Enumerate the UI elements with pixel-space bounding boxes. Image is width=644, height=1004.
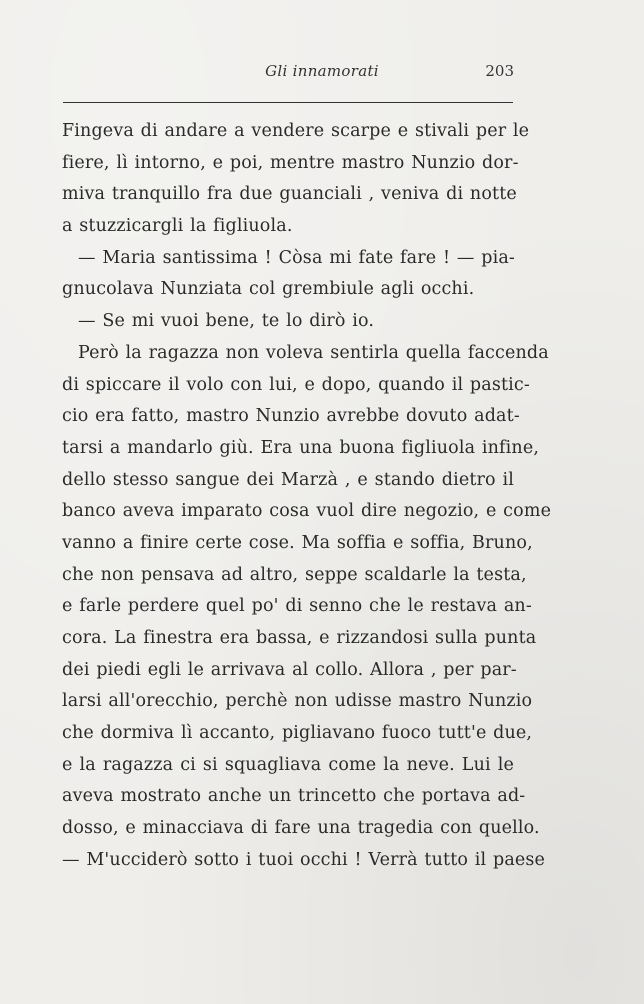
text-line: aveva mostrato anche un trincetto che portava ad- <box>62 786 526 807</box>
page-number: 203 <box>485 62 514 80</box>
text-line: — M'ucciderò sotto i tuoi occhi ! Verrà tutto il paese <box>62 849 546 870</box>
text-line: di spiccare il volo con lui, e dopo, quando il pastic- <box>62 374 530 395</box>
text-line: — Se mi vuoi bene, te lo dirò io. <box>78 311 375 332</box>
text-line: che non pensava ad altro, seppe scaldarle la testa, <box>62 564 527 585</box>
text-line: cio era fatto, mastro Nunzio avrebbe dovuto adat- <box>62 406 520 427</box>
text-line: dei piedi egli le arrivava al collo. Allora , per par- <box>62 659 517 680</box>
text-line: vanno a finire certe cose. Ma soffia e soffia, Bruno, <box>62 532 533 553</box>
text-line: Però la ragazza non voleva sentirla quella faccenda <box>78 342 549 363</box>
running-title: Gli innamorati <box>265 62 379 80</box>
text-line: Fingeva di andare a vendere scarpe e stivali per le <box>62 121 530 141</box>
text-line: dosso, e minacciava di fare una tragedia con quello. <box>62 818 540 839</box>
text-line: tarsi a mandarlo giù. Era una buona figliuola infine, <box>62 437 540 458</box>
text-line: — Maria santissima ! Còsa mi fate fare ! — pia- <box>78 247 515 268</box>
text-line: larsi all'orecchio, perchè non udisse mastro Nunzio <box>62 691 533 712</box>
text-line: dello stesso sangue dei Marzà , e stando dietro il <box>62 469 514 490</box>
text-line: cora. La finestra era bassa, e rizzandosi sulla punta <box>62 628 537 648</box>
text-line: e farle perdere quel po' di senno che le restava an- <box>62 596 532 617</box>
text-line: fiere, lì intorno, e poi, mentre mastro Nunzio dor- <box>62 152 519 173</box>
text-line: banco aveva imparato cosa vuol dire negozio, e come <box>62 501 552 522</box>
text-line: miva tranquillo fra due guanciali , veniva di notte <box>62 184 517 205</box>
text-line: che dormiva lì accanto, pigliavano fuoco tutt'e due, <box>62 723 533 744</box>
body-text <box>62 116 552 877</box>
text-line: a stuzzicargli la figliuola. <box>62 216 293 237</box>
text-line: gnucolava Nunziata col grembiule agli occhi. <box>62 279 475 300</box>
text-line: e la ragazza ci si squagliava come la neve. Lui le <box>62 754 514 775</box>
header-rule <box>63 102 513 103</box>
